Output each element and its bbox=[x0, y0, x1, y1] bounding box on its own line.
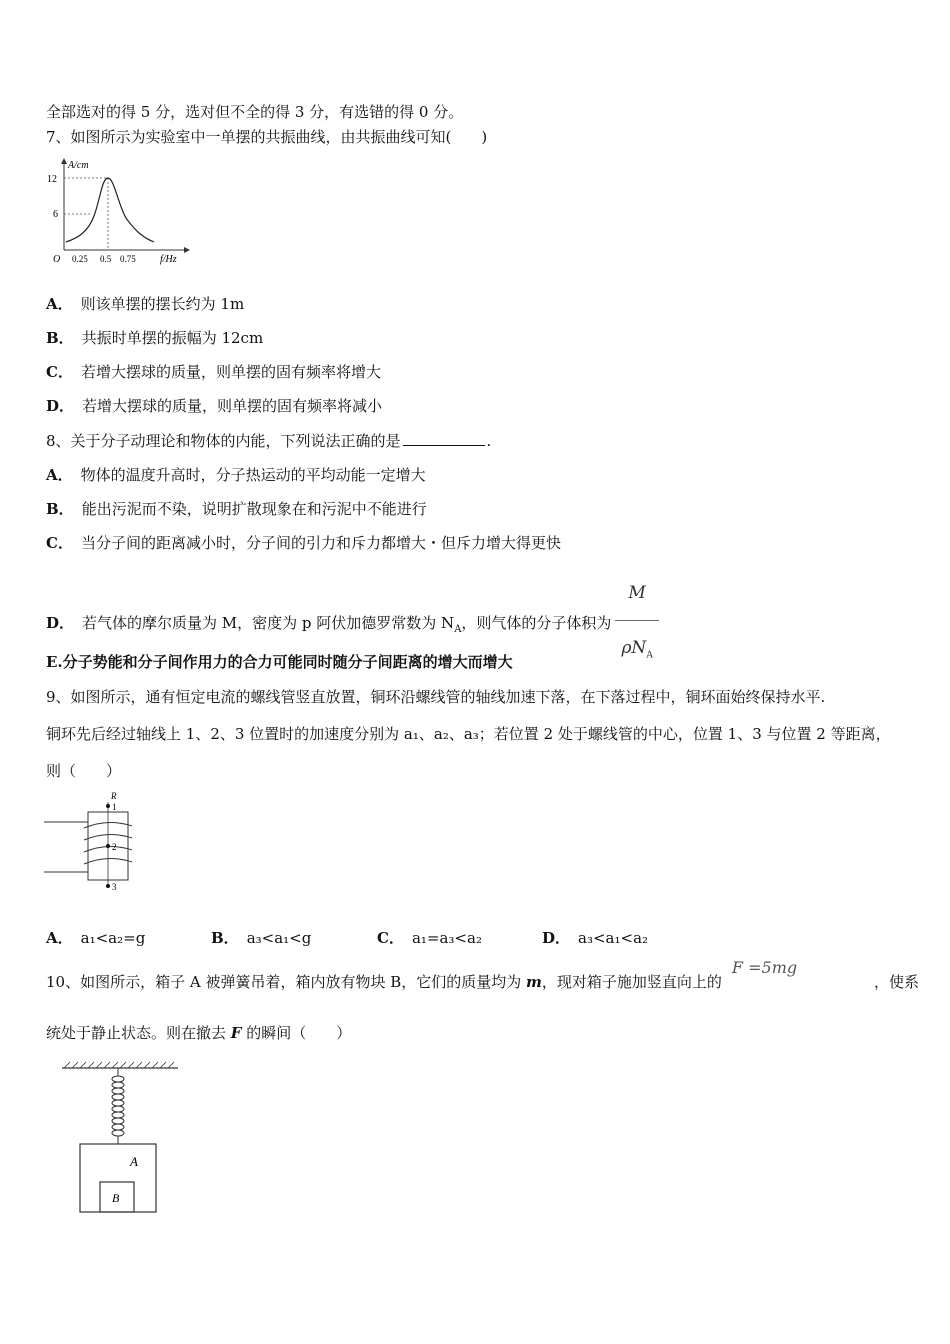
q7-option-b-label: B． bbox=[46, 329, 74, 347]
q7-option-d[interactable] bbox=[46, 395, 382, 417]
q8-fraction-denominator bbox=[615, 620, 658, 680]
q8-volume-fraction bbox=[615, 568, 658, 680]
q9-solenoid-figure bbox=[44, 788, 144, 896]
q10-stem-part-b: ，现对箱子施加竖直向上的 bbox=[541, 973, 722, 991]
q7-y-tick-12: 12 bbox=[47, 174, 57, 185]
q8-option-c[interactable] bbox=[46, 532, 561, 554]
q9-pos3-label: 3 bbox=[112, 882, 117, 892]
q7-y-label: A/cm bbox=[68, 160, 89, 171]
q9-option-c-label: C． bbox=[377, 929, 404, 947]
q9-option-c[interactable] bbox=[377, 927, 482, 949]
q8-option-d-text2: ，则气体的分子体积为 bbox=[461, 614, 612, 633]
q9-ring-label: R bbox=[111, 791, 117, 801]
q7-option-a[interactable] bbox=[46, 293, 244, 315]
scoring-rule: 全部选对的得 5 分，选对但不全的得 3 分，有选错的得 0 分。 bbox=[46, 103, 464, 121]
q7-x-arrow bbox=[184, 247, 190, 253]
q8-fraction-den-text: ρN bbox=[621, 638, 647, 658]
q7-option-c-text: 若增大摆球的质量，则单摆的固有频率将增大 bbox=[80, 363, 381, 381]
q9-stem-line3: 则（ ） bbox=[46, 762, 122, 780]
q9-option-d-text: a₃<a₁<a₂ bbox=[578, 929, 649, 947]
q10-stem-line2-b: 的瞬间（ ） bbox=[241, 1024, 352, 1042]
q8-option-c-text: 当分子间的距离减小时，分子间的引力和斥力都增大・但斥力增大得更快 bbox=[80, 534, 561, 552]
q10-ceiling-hatch bbox=[64, 1062, 174, 1068]
q9-option-a[interactable] bbox=[46, 927, 145, 949]
q8-stem-text: 8、关于分子动理论和物体的内能，下列说法正确的是 bbox=[46, 432, 401, 450]
q10-stem-line2 bbox=[46, 1022, 351, 1044]
q7-option-c[interactable] bbox=[46, 361, 381, 383]
q7-x-tick-05: 0.5 bbox=[100, 254, 112, 264]
q8-option-d-sub: A bbox=[454, 624, 462, 636]
q8-option-b[interactable] bbox=[46, 498, 427, 520]
q8-answer-blank[interactable] bbox=[403, 431, 485, 446]
q9-option-d[interactable] bbox=[542, 927, 648, 949]
q7-option-b[interactable] bbox=[46, 327, 263, 349]
q7-resonance-curve-figure bbox=[44, 156, 194, 266]
q9-option-a-text: a₁<a₂=g bbox=[80, 929, 146, 947]
q10-block-b-label: B bbox=[112, 1191, 120, 1205]
q8-option-d-text: 若气体的摩尔质量为 M，密度为 p 阿伏加德罗常数为 N bbox=[82, 614, 455, 633]
q8-option-b-text: 能出污泥而不染，说明扩散现象在和污泥中不能进行 bbox=[81, 500, 427, 518]
q7-origin: O bbox=[53, 254, 61, 265]
q8-stem bbox=[46, 430, 491, 452]
q9-pos1-label: 1 bbox=[112, 802, 117, 812]
q7-option-d-label: D． bbox=[46, 397, 75, 415]
q7-stem: 7、如图所示为实验室中一单摆的共振曲线，由共振曲线可知( ) bbox=[46, 128, 488, 146]
q9-pos2-label: 2 bbox=[112, 842, 117, 852]
q9-option-b-label: B． bbox=[211, 929, 239, 947]
q9-option-b-text: a₃<a₁<g bbox=[246, 929, 312, 947]
q7-x-tick-075: 0.75 bbox=[120, 254, 136, 264]
q7-option-d-text: 若增大摆球的质量，则单摆的固有频率将减小 bbox=[82, 397, 383, 415]
q8-option-d-label: D． bbox=[46, 614, 75, 633]
q10-force-formula: F =5mg bbox=[731, 958, 798, 977]
q9-stem-line2: 铜环先后经过轴线上 1、2、3 位置时的加速度分别为 a₁、a₂、a₃；若位置 2 处于螺线管的中心，位置 1、3 与位置 2 等距离， bbox=[46, 725, 891, 743]
q9-point-1 bbox=[106, 804, 110, 808]
q8-stem-suffix: . bbox=[486, 432, 492, 450]
q8-option-b-label: B． bbox=[46, 500, 74, 518]
q10-mass-symbol: m bbox=[526, 973, 542, 991]
q8-option-a-text: 物体的温度升高时，分子热运动的平均动能一定增大 bbox=[80, 466, 426, 484]
q10-spring-box-figure bbox=[58, 1060, 184, 1216]
q9-point-3 bbox=[106, 884, 110, 888]
q10-force-symbol: F bbox=[230, 1024, 242, 1042]
q7-x-label: f/Hz bbox=[160, 254, 177, 265]
q7-option-c-label: C． bbox=[46, 363, 73, 381]
q9-option-b[interactable] bbox=[211, 927, 311, 949]
q10-spring bbox=[112, 1076, 124, 1136]
q7-y-tick-6: 6 bbox=[53, 209, 58, 220]
q9-option-d-label: D． bbox=[542, 929, 571, 947]
q10-stem-part-a: 10、如图所示，箱子 A 被弹簧吊着，箱内放有物块 B，它们的质量均为 bbox=[46, 973, 527, 991]
q7-y-arrow bbox=[61, 158, 67, 164]
q10-box-a-label: A bbox=[130, 1154, 138, 1169]
q8-option-e[interactable]: E.分子势能和分子间作用力的合力可能同时随分子间距离的增大而增大 bbox=[46, 653, 513, 671]
q9-point-2 bbox=[106, 844, 110, 848]
q8-option-a[interactable] bbox=[46, 464, 426, 486]
q8-fraction-den-sub: A bbox=[646, 650, 653, 661]
q9-option-a-label: A． bbox=[46, 929, 73, 947]
q8-option-a-label: A． bbox=[46, 466, 73, 484]
q7-option-b-text: 共振时单摆的振幅为 12cm bbox=[81, 329, 264, 347]
q7-option-a-text: 则该单摆的摆长约为 1m bbox=[80, 295, 245, 313]
q8-option-c-label: C． bbox=[46, 534, 73, 552]
q10-stem-line1 bbox=[46, 958, 920, 993]
q8-fraction-numerator: M bbox=[628, 583, 646, 603]
q7-x-tick-025: 0.25 bbox=[72, 254, 88, 264]
q7-option-a-label: A． bbox=[46, 295, 73, 313]
q10-stem-line2-a: 统处于静止状态。则在撤去 bbox=[46, 1024, 231, 1042]
q10-stem-part-c: ，使系 bbox=[874, 973, 920, 991]
q7-curve bbox=[66, 178, 154, 242]
q9-option-c-text: a₁=a₃<a₂ bbox=[411, 929, 482, 947]
q9-stem-line1: 9、如图所示，通有恒定电流的螺线管竖直放置，铜环沿螺线管的轴线加速下落，在下落过程中，铜环面始终保持水平. bbox=[46, 688, 826, 706]
